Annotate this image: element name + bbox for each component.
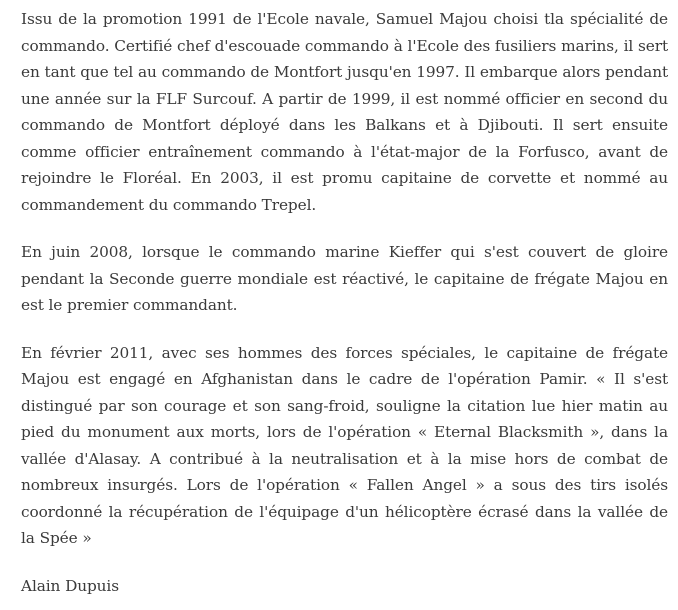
author-signature: Alain Dupuis (21, 576, 119, 595)
paragraph-afghanistan: En février 2011, avec ses hommes des forces spéciales, le capitaine de frégate Majou est engagé en Afghanistan dans le cadre de l'opération Pamir. « Il s'est distingué par son courage et son sang-froid, souligne la citation lue hier matin au pied du monument aux morts, lors de l'opération « Eternal Blacksmith », dans la vallée d'Alasay. A contribué à la neutralisation et à la mise hors de combat de nombreux insurgés. Lors de l'opération « Fallen Angel » a sous des tirs isolés coordonné la récupération de l'équipage d'un hélicoptère écrasé dans la vallée de la Spée » (21, 343, 668, 547)
paragraph-kieffer: En juin 2008, lorsque le commando marine Kieffer qui s'est couvert de gloire pendant la Seconde guerre mondiale est réactivé, le capitaine de frégate Majou en est le premier commandant. (21, 243, 668, 314)
paragraph-career: Issu de la promotion 1991 de l'Ecole navale, Samuel Majou choisi tla spécialité de commando. Certifié chef d'escouade commando à l'Ecole des fusiliers marins, il sert en tant que tel au commando de Montfort jusqu'en 1997. Il embarque alors pendant une année sur la FLF Surcouf. A partir de 1999, il est nommé officier en second du commando de Montfort déployé dans les Balkans et à Djibouti. Il sert ensuite comme officier entraînement commando à l'état-major de la Forfusco, avant de rejoindre le Floréal. En 2003, il est promu capitaine de corvette et nommé au commandement du commando Trepel. (21, 10, 668, 214)
